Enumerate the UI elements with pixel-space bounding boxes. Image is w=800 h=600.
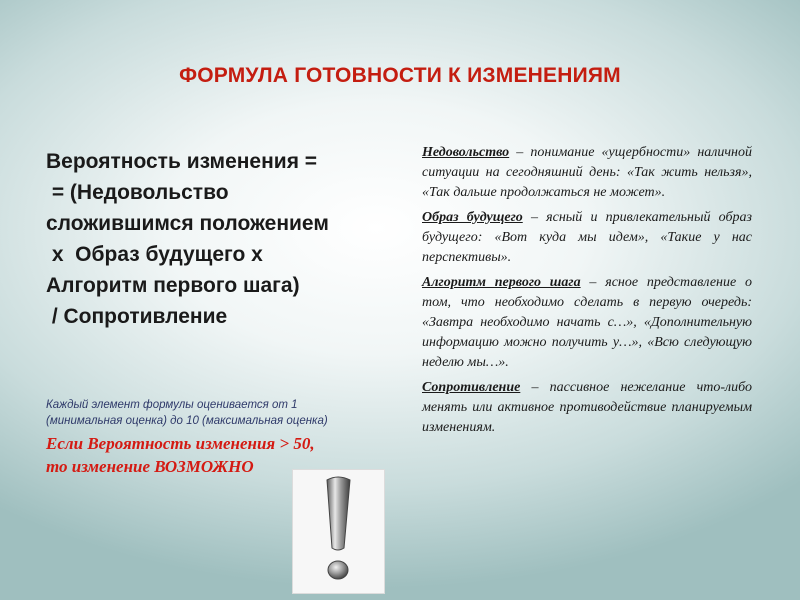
exclamation-icon xyxy=(292,469,385,594)
formula-line: = (Недовольство xyxy=(46,181,229,204)
definition-resistance xyxy=(422,378,752,438)
definition-text: – пассивное нежелание что-либо менять или активное противодействие планируемым изменениям. xyxy=(422,380,752,435)
definition-dissatisfaction xyxy=(422,143,752,203)
definition-text: – ясное представление о том, что необходимо сделать в первую очередь: «Завтра необходимо начать с…», «Дополнительную информацию можно получить у…», «Всю следующую неделю мы…». xyxy=(422,275,752,370)
definition-text: – понимание «ущербности» наличной ситуации на сегодняшний день: «Так жить нельзя», «Так дальше продолжаться не может». xyxy=(422,145,752,200)
formula-line: сложившимся положением xyxy=(46,212,329,235)
note-line: (минимальная оценка) до 10 (максимальная оценка) xyxy=(46,415,328,427)
formula-block xyxy=(46,146,391,332)
slide-title: ФОРМУЛА ГОТОВНОСТИ К ИЗМЕНЕНИЯМ xyxy=(179,64,621,87)
definition-first-step xyxy=(422,273,752,373)
formula-line: x Образ будущего x xyxy=(46,243,263,266)
formula-line: Вероятность изменения = xyxy=(46,150,318,173)
formula-line: Алгоритм первого шага) xyxy=(46,274,300,297)
formula-line: / Сопротивление xyxy=(46,305,228,328)
definition-term: Сопротивление xyxy=(422,380,521,395)
definitions-panel xyxy=(422,143,752,443)
definition-text: – ясный и привлекательный образ будущего: «Вот куда мы идем», «Такие у нас перспективы». xyxy=(422,210,752,265)
definition-term: Образ будущего xyxy=(422,210,523,225)
definition-term: Недовольство xyxy=(422,145,510,160)
conclusion-line: Если Вероятность изменения > 50, xyxy=(46,434,315,453)
definition-term: Алгоритм первого шага xyxy=(422,275,581,290)
note-line: Каждый элемент формулы оценивается от 1 xyxy=(46,399,298,411)
rating-note xyxy=(46,397,386,429)
definition-future-image xyxy=(422,208,752,268)
conclusion-line: то изменение ВОЗМОЖНО xyxy=(46,457,254,476)
exclamation-mark-icon xyxy=(293,470,384,593)
